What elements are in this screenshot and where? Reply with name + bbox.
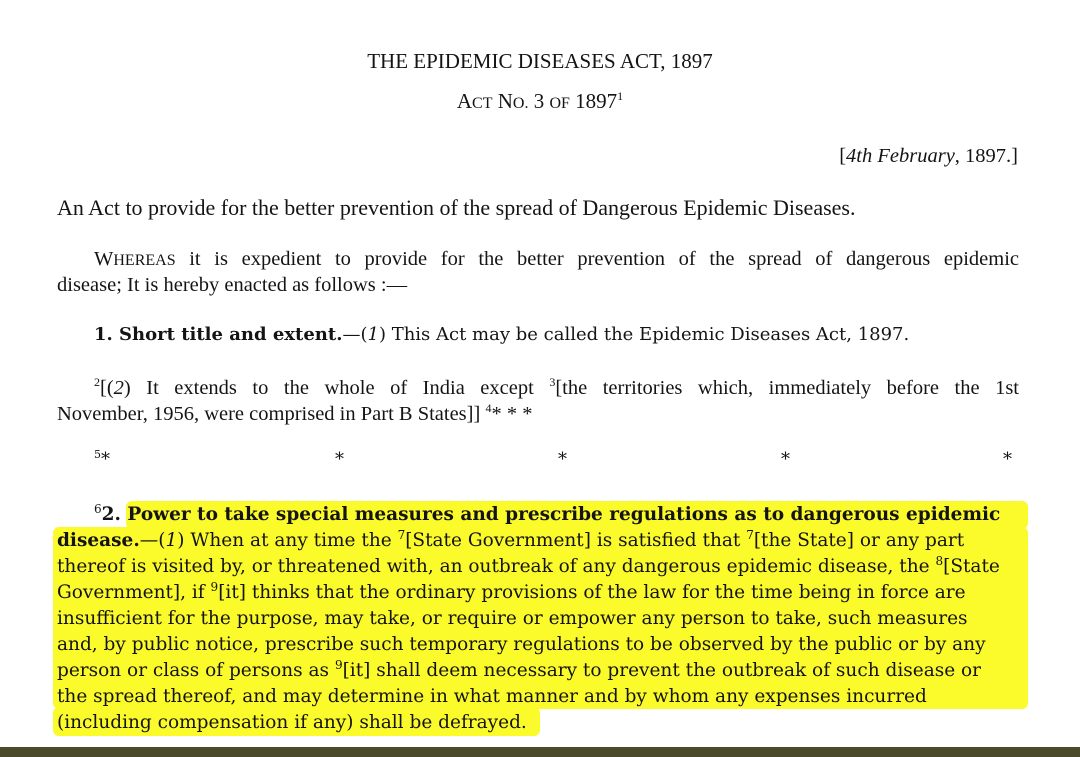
act-no-o: O. [512, 95, 529, 112]
whereas-initial: W [94, 248, 114, 270]
subsection-2-text-b: [the territories which, immediately before the 1st [555, 377, 1020, 399]
subsection-2-num: 2 [113, 377, 124, 399]
section-2-line-4 [57, 580, 966, 606]
act-no-ct: CT [472, 95, 493, 112]
section-1-heading: 1. Short title and extent. [94, 324, 343, 345]
section-2-number: 2. [101, 504, 128, 525]
s2-l2-a: thereof is visited by, or threatened with, an outbreak of any dangerous epidemic disease, the [57, 556, 936, 577]
s2-l1-d: [the State] or any part [753, 530, 965, 551]
section-2-line-9: (including compensation if any) shall be defrayed. [57, 712, 527, 733]
s2-l1-b: ) When at any time the [177, 530, 398, 551]
s2-l6-a: person or class of persons as [57, 660, 335, 681]
date-open-bracket: [ [839, 145, 847, 167]
preamble-line-1-text: it is expedient to provide for the better prevention of the spread of dangerous epidemic [175, 248, 1019, 270]
footnote-ref-9a: 9 [210, 579, 219, 594]
date-rest: , 1897.] [954, 145, 1018, 167]
footnote-ref-4: 4 [485, 401, 492, 416]
whereas-smallcaps: HEREAS [113, 252, 176, 269]
omission-star-2: * [335, 449, 344, 470]
section-2-heading-part-1: Power to take special measures and prescribe regulations as to dangerous epidemic [127, 504, 1001, 525]
act-no-a: A [456, 89, 473, 113]
footnote-ref-1: 1 [617, 89, 624, 103]
act-title-text: THE EPIDEMIC DISEASES ACT, 1897 [367, 49, 713, 73]
bottom-border-bar [0, 747, 1080, 757]
act-no-year: 1897 [575, 89, 618, 113]
section-2-line-1 [94, 502, 1000, 528]
omission-stars-inline: * * * [491, 403, 533, 425]
section-1-text: ) This Act may be called the Epidemic Diseases Act, 1897. [378, 324, 910, 345]
omission-star-4: * [781, 449, 790, 470]
date-italic: 4th February [846, 145, 955, 167]
footnote-ref-7a: 7 [397, 527, 406, 542]
footnote-ref-8: 8 [935, 553, 944, 568]
subsection-2-line-2 [57, 402, 532, 426]
section-2-line-6: and, by public notice, prescribe such temporary regulations to be observed by the public or by any [57, 634, 986, 655]
long-title: An Act to provide for the better prevention of the spread of Dangerous Epidemic Diseases. [57, 195, 856, 220]
footnote-ref-9b: 9 [334, 657, 343, 672]
enactment-date [839, 144, 1018, 168]
section-2-line-7 [57, 658, 981, 684]
section-2-line-5: insufficient for the purpose, may take, or require or empower any person to take, such measures [57, 608, 968, 629]
s2-l1-a: —( [139, 530, 166, 551]
subsection-2-text-c: November, 1956, were comprised in Part B States]] [57, 403, 486, 425]
preamble-line-1 [94, 247, 1019, 273]
section-1-dash: —( [342, 324, 368, 345]
omission-star-5: * [1003, 449, 1012, 470]
s2-l1-c: [State Government] is satisfied that [405, 530, 747, 551]
footnote-ref-5: 5 [94, 448, 101, 461]
s2-l3-b: [it] thinks that the ordinary provisions of the law for the time being in force are [218, 582, 966, 603]
section-2-line-3 [57, 554, 1000, 580]
footnote-ref-6: 6 [94, 501, 102, 516]
omission-star-3: * [558, 449, 567, 470]
section-2-line-8: the spread thereof, and may determine in what manner and by whom any expenses incurred [57, 686, 927, 707]
section-1 [94, 323, 909, 347]
section-2-heading-part-2: disease. [57, 530, 140, 551]
preamble-line-2: disease; It is hereby enacted as follows :— [57, 274, 408, 296]
act-no-3: 3 [533, 89, 545, 113]
section-1-subnum: 1 [367, 324, 379, 345]
act-no-of: OF [549, 95, 570, 112]
footnote-ref-2: 2 [94, 375, 100, 390]
subsection-2-line-1 [94, 376, 1019, 400]
footnote-ref-3: 3 [549, 375, 556, 390]
subsection-2-text-a: ) It extends to the whole of India except [123, 377, 550, 399]
act-no-n: N [497, 89, 513, 113]
star-1: * [101, 449, 110, 470]
s2-l2-b: [State [943, 556, 1000, 577]
act-title [0, 49, 1080, 73]
s2-subnum: 1 [165, 530, 178, 551]
s2-l6-b: [it] shall deem necessary to prevent the outbreak of such disease or [342, 660, 982, 681]
act-number [0, 89, 1080, 116]
s2-l3-a: Government], if [57, 582, 211, 603]
section-2-line-2 [57, 528, 964, 554]
footnote-ref-7b: 7 [746, 527, 754, 542]
omission-star-1 [94, 449, 110, 470]
subsection-2-open: [( [100, 377, 114, 399]
